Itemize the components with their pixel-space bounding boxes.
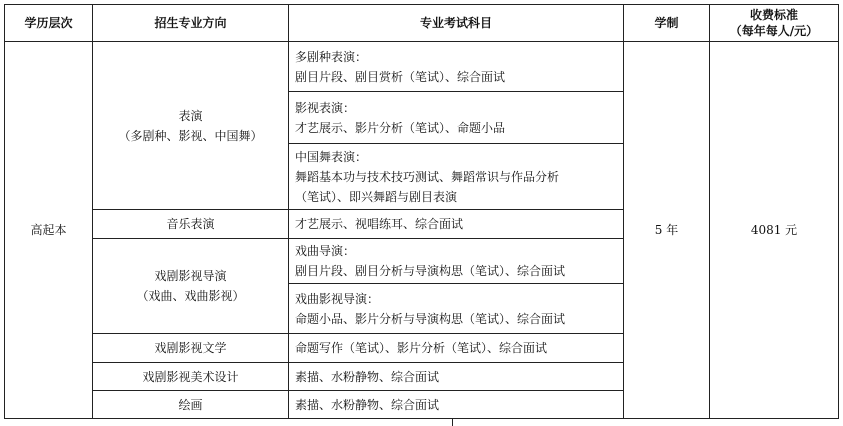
- header-fee: [710, 5, 839, 42]
- subject-title: 多剧种表演：: [295, 49, 368, 64]
- subject-items: 素描、水粉静物、综合面试: [295, 397, 440, 412]
- subject-cell: [289, 391, 624, 419]
- subject-cell: [289, 239, 624, 284]
- header-direction: 招生专业方向: [93, 5, 289, 42]
- admissions-table: [4, 4, 839, 419]
- subject-cell: [289, 284, 624, 334]
- subject-items: 命题小品、影片分析与导演构思（笔试）、综合面试: [295, 311, 566, 326]
- table-row: [5, 42, 839, 92]
- header-fee-line2: （每年每人/元）: [729, 24, 819, 38]
- direction-detail: （戏曲、戏曲影视）: [136, 289, 245, 303]
- subject-items: 舞蹈基本功与技术技巧测试、舞蹈常识与作品分析: [295, 169, 560, 184]
- header-row: [5, 5, 839, 42]
- direction-name: 音乐表演: [166, 217, 215, 231]
- direction-name: 戏剧影视导演: [154, 269, 227, 283]
- subject-cell: [289, 363, 624, 391]
- subject-cell: [289, 334, 624, 363]
- header-duration: 学制: [624, 5, 710, 42]
- subject-title: 戏曲导演：: [295, 244, 356, 258]
- subject-items: 才艺展示、视唱练耳、综合面试: [295, 217, 464, 231]
- subject-cell: [289, 144, 624, 210]
- direction-cell: [93, 239, 289, 334]
- duration-cell: 5 年: [624, 42, 710, 419]
- fee-cell: 4081 元: [710, 42, 839, 419]
- direction-detail: （多剧种、影视、中国舞）: [118, 128, 263, 143]
- subject-cell: [289, 92, 624, 144]
- subject-items: 命题写作（笔试）、影片分析（笔试）、综合面试: [295, 341, 548, 355]
- header-fee-line1: 收费标准: [749, 8, 798, 22]
- subject-title: 中国舞表演：: [295, 149, 368, 164]
- subject-items-cont: （笔试）、即兴舞蹈与剧目表演: [295, 189, 458, 204]
- direction-name: 戏剧影视文学: [154, 341, 227, 355]
- header-subjects: 专业考试科目: [289, 5, 624, 42]
- direction-cell: [93, 391, 289, 419]
- direction-name: 表演: [178, 108, 203, 123]
- level-cell: 高起本: [5, 42, 93, 419]
- direction-name: 戏剧影视美术设计: [142, 369, 239, 384]
- direction-cell: [93, 42, 289, 210]
- direction-name: 绘画: [178, 397, 203, 412]
- page-cut-mark: [452, 419, 453, 426]
- subject-items: 才艺展示、影片分析（笔试）、命题小品: [295, 120, 506, 135]
- direction-cell: [93, 363, 289, 391]
- subject-items: 素描、水粉静物、综合面试: [295, 369, 440, 384]
- subject-cell: [289, 210, 624, 239]
- subject-items: 剧目片段、剧目赏析（笔试）、综合面试: [295, 69, 506, 84]
- subject-title: 戏曲影视导演：: [295, 291, 380, 306]
- subject-items: 剧目片段、剧目分析与导演构思（笔试）、综合面试: [295, 264, 566, 278]
- direction-cell: [93, 210, 289, 239]
- header-level: 学历层次: [5, 5, 93, 42]
- direction-cell: [93, 334, 289, 363]
- subject-cell: [289, 42, 624, 92]
- subject-title: 影视表演：: [295, 100, 356, 115]
